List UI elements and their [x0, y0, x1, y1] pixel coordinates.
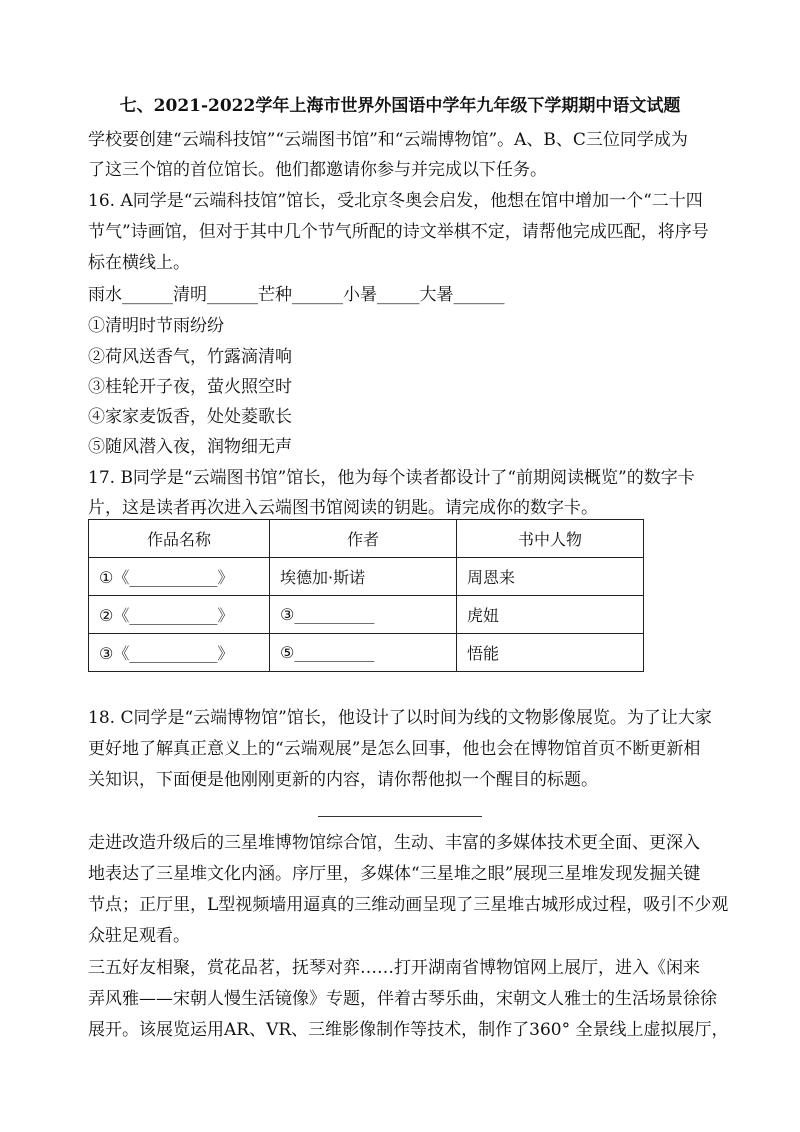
question-18-text: 18. C同学是“云端博物馆”馆长，他设计了以时间为线的文物影像展览。为了让大家	[88, 708, 712, 728]
question-18-text: 关知识，下面便是他刚刚更新的内容，请你帮他拟一个醒目的标题。	[88, 770, 598, 790]
option-item: ⑤随风潜入夜，润物细无声	[88, 437, 292, 457]
table-row	[89, 558, 644, 596]
option-item: ③桂轮开子夜，萤火照空时	[88, 377, 292, 397]
question-16-text: 标在横线上。	[88, 253, 190, 273]
title-answer-line	[318, 816, 482, 817]
option-item: ②荷风送香气，竹露滴清响	[88, 347, 292, 367]
table-row	[89, 634, 644, 672]
passage-line: 走进改造升级后的三星堆博物馆综合馆，生动、丰富的多媒体技术更全面、更深入	[88, 833, 700, 853]
table-row	[89, 596, 644, 634]
table-cell: ②《___________》	[89, 596, 270, 634]
table-cell: ③__________	[270, 596, 457, 634]
table-cell: 虎妞	[457, 596, 644, 634]
table-cell: 周恩来	[457, 558, 644, 596]
question-16-text: 16. A同学是“云端科技馆”馆长，受北京冬奥会启发，他想在馆中增加一个“二十四	[88, 191, 703, 211]
column-header: 作者	[270, 520, 457, 558]
column-header: 作品名称	[89, 520, 270, 558]
option-item: ①清明时节雨纷纷	[88, 316, 224, 336]
passage-line: 众驻足观看。	[88, 926, 190, 946]
table-cell: ③《___________》	[89, 634, 270, 672]
passage-line: 三五好友相聚，赏花品茗，抚琴对弈……打开湖南省博物馆网上展厅，进入《闲来	[88, 958, 700, 978]
table-header-row	[89, 520, 644, 558]
option-item: ④家家麦饭香，处处菱歌长	[88, 407, 292, 427]
question-16-blanks: 雨水______清明______芒种______小暑_____大暑______	[88, 285, 505, 305]
intro-line: 了这三个馆的首位馆长。他们都邀请你参与并完成以下任务。	[88, 160, 547, 180]
column-header: 书中人物	[457, 520, 644, 558]
table-cell: 埃德加·斯诺	[270, 558, 457, 596]
question-17-text: 片，这是读者再次进入云端图书馆阅读的钥匙。请完成你的数字卡。	[88, 498, 598, 518]
intro-line: 学校要创建“云端科技馆”“云端图书馆”和“云端博物馆”。A、B、C三位同学成为	[88, 130, 688, 150]
passage-line: 展开。该展览运用AR、VR、三维影像制作等技术，制作了360° 全景线上虚拟展厅，	[88, 1020, 729, 1040]
passage-line: 地表达了三星堆文化内涵。序厅里，多媒体“三星堆之眼”展现三星堆发现发掘关键	[88, 864, 701, 884]
reading-card-table	[88, 519, 644, 672]
table-cell: ⑤__________	[270, 634, 457, 672]
table-cell: ①《___________》	[89, 558, 270, 596]
question-17-text: 17. B同学是“云端图书馆”馆长，他为每个读者都设计了“前期阅读概览”的数字卡	[88, 468, 695, 488]
passage-line: 弄风雅——宋朝人慢生活镜像》专题，伴着古琴乐曲，宋朝文人雅士的生活场景徐徐	[88, 989, 717, 1009]
question-16-text: 节气”诗画馆，但对于其中几个节气所配的诗文举棋不定，请帮他完成匹配，将序号	[88, 222, 709, 242]
page-title: 七、2021-2022学年上海市世界外国语中学年九年级下学期期中语文试题	[119, 96, 681, 116]
passage-line: 节点；正厅里，L型视频墙用逼真的三维动画呈现了三星堆古城形成过程，吸引不少观	[88, 895, 729, 915]
table-cell: 悟能	[457, 634, 644, 672]
question-18-text: 更好地了解真正意义上的“云端观展”是怎么回事，他也会在博物馆首页不断更新相	[88, 739, 701, 759]
